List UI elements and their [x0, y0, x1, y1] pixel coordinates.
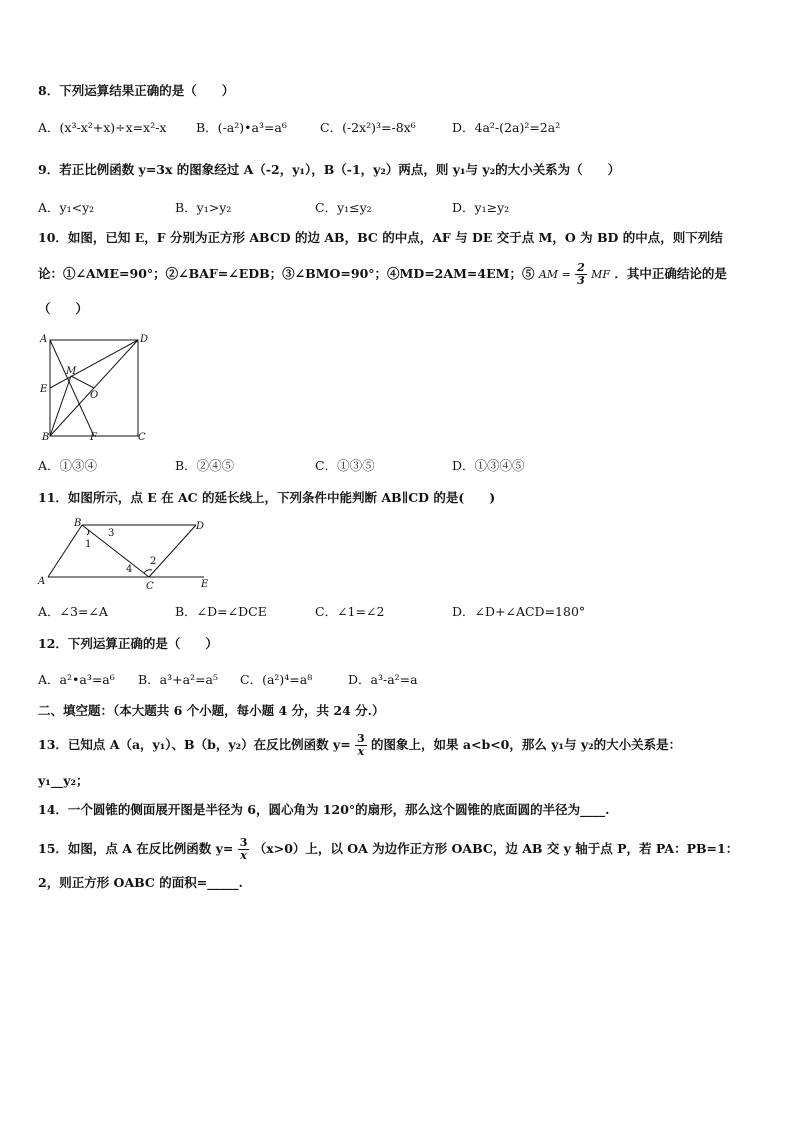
q13-fraction	[355, 733, 367, 758]
q11-label-b: B	[74, 518, 82, 529]
q13-stem-part-a: 13．已知点 A（a，y₁）、B（b，y₂）在反比例函数 y=	[38, 737, 351, 752]
q8-stem: 8．下列运算结果正确的是（ ）	[38, 83, 235, 98]
q11-option-a: A．∠3=∠A	[38, 604, 108, 619]
q11-label-c: C	[146, 581, 154, 592]
section-2-heading: 二、填空题：（本大题共 6 个小题，每小题 4 分，共 24 分.）	[38, 703, 385, 718]
q10-label-c: C	[138, 432, 146, 443]
q15-stem-line1	[38, 837, 738, 862]
q10-label-e: E	[40, 384, 48, 395]
q11-angle-2: 2	[150, 556, 157, 567]
q10-frac-num: 2	[577, 261, 585, 274]
q11-angle-1: 1	[85, 539, 92, 550]
q12-option-c: C．(a²)⁴=a⁸	[240, 672, 313, 687]
q8-option-a: A．(x³-x²+x)÷x=x²-x	[38, 120, 167, 135]
q10-label-f: F	[90, 432, 97, 443]
q12-option-a: A．a²•a³=a⁶	[38, 672, 115, 687]
q10-label-m: M	[66, 366, 77, 377]
q11-label-a: A	[38, 576, 46, 587]
q11-label-e: E	[201, 579, 209, 590]
q11-option-c: C．∠1=∠2	[315, 604, 385, 619]
q9-option-d: D．y₁≥y₂	[452, 200, 510, 215]
q15-stem-part-a: 15．如图，点 A 在反比例函数 y=	[38, 841, 234, 856]
q10-square-figure	[36, 330, 156, 445]
q9-stem: 9．若正比例函数 y=3x 的图象经过 A（-2，y₁），B（-1，y₂）两点，则 y₁与 y₂的大小关系为（ ）	[38, 162, 621, 177]
q10-fraction	[575, 262, 587, 287]
q10-label-a: A	[40, 334, 48, 345]
q13-stem-line1	[38, 733, 681, 758]
q11-stem: 11．如图所示，点 E 在 AC 的延长线上，下列条件中能判断 AB∥CD 的是( )	[38, 490, 496, 505]
q10-option-c: C．①③⑤	[315, 458, 375, 473]
q10-stem-part-b: ．其中正确结论的是	[614, 266, 727, 281]
q10-frac-right: MF	[591, 268, 611, 281]
q11-label-d: D	[196, 521, 205, 532]
q9-option-c: C．y₁≤y₂	[315, 200, 372, 215]
q13-stem-part-b: 的图象上，如果 a<b<0，那么 y₁与 y₂的大小关系是：	[371, 737, 682, 752]
q14-stem: 14．一个圆锥的侧面展开图是半径为 6，圆心角为 120°的扇形，那么这个圆锥的底面圆的半径为____.	[38, 802, 610, 817]
q8-option-b: B．(-a²)•a³=a⁶	[196, 120, 287, 135]
q15-fraction	[238, 837, 250, 862]
q10-option-d: D．①③④⑤	[452, 458, 525, 473]
q12-option-b: B．a³+a²=a⁵	[138, 672, 219, 687]
q10-stem-line3: （ ）	[38, 301, 89, 316]
q10-label-b: B	[42, 432, 50, 443]
q13-frac-den: x	[357, 745, 365, 758]
q11-angle-3: 3	[108, 528, 115, 539]
q10-option-b: B．②④⑤	[175, 458, 235, 473]
q9-option-b: B．y₁>y₂	[175, 200, 232, 215]
q15-stem-line2: 2，则正方形 OABC 的面积=_____.	[38, 875, 243, 890]
q10-stem-part-a: 论：①∠AME=90°；②∠BAF=∠EDB；③∠BMO=90°；④MD=2AM=4EM；⑤	[38, 266, 535, 281]
q15-frac-num: 3	[239, 836, 248, 849]
q11-angle-4: 4	[126, 564, 133, 575]
q9-option-a: A．y₁<y₂	[38, 200, 95, 215]
q11-option-d: D．∠D+∠ACD=180°	[452, 604, 586, 619]
q11-option-b: B．∠D=∠DCE	[175, 604, 267, 619]
q11-parallelogram-figure	[34, 514, 219, 592]
q15-frac-den: x	[240, 849, 247, 862]
q13-stem-line2: y₁__y₂；	[38, 773, 89, 788]
q10-stem-line1: 10．如图，已知 E，F 分别为正方形 ABCD 的边 AB，BC 的中点，AF 与 DE 交于点 M，O 为 BD 的中点，则下列结	[38, 230, 723, 245]
q10-option-a: A．①③④	[38, 458, 98, 473]
q13-frac-num: 3	[357, 732, 365, 745]
q10-stem-line2	[38, 262, 727, 287]
q12-option-d: D．a³-a²=a	[348, 672, 418, 687]
q8-option-c: C．(-2x²)³=-8x⁶	[320, 120, 416, 135]
q15-stem-part-b: （x>0）上，以 OA 为边作正方形 OABC，边 AB 交 y 轴于点 P，若 PA：PB=1：	[253, 841, 739, 856]
q12-stem: 12．下列运算正确的是（ ）	[38, 636, 218, 651]
q10-frac-den: 3	[577, 274, 585, 287]
q10-frac-left: AM =	[538, 268, 571, 281]
q8-option-d: D．4a²-(2a)²=2a²	[452, 120, 561, 135]
q10-label-d: D	[140, 334, 149, 345]
q10-label-o: O	[90, 390, 99, 401]
